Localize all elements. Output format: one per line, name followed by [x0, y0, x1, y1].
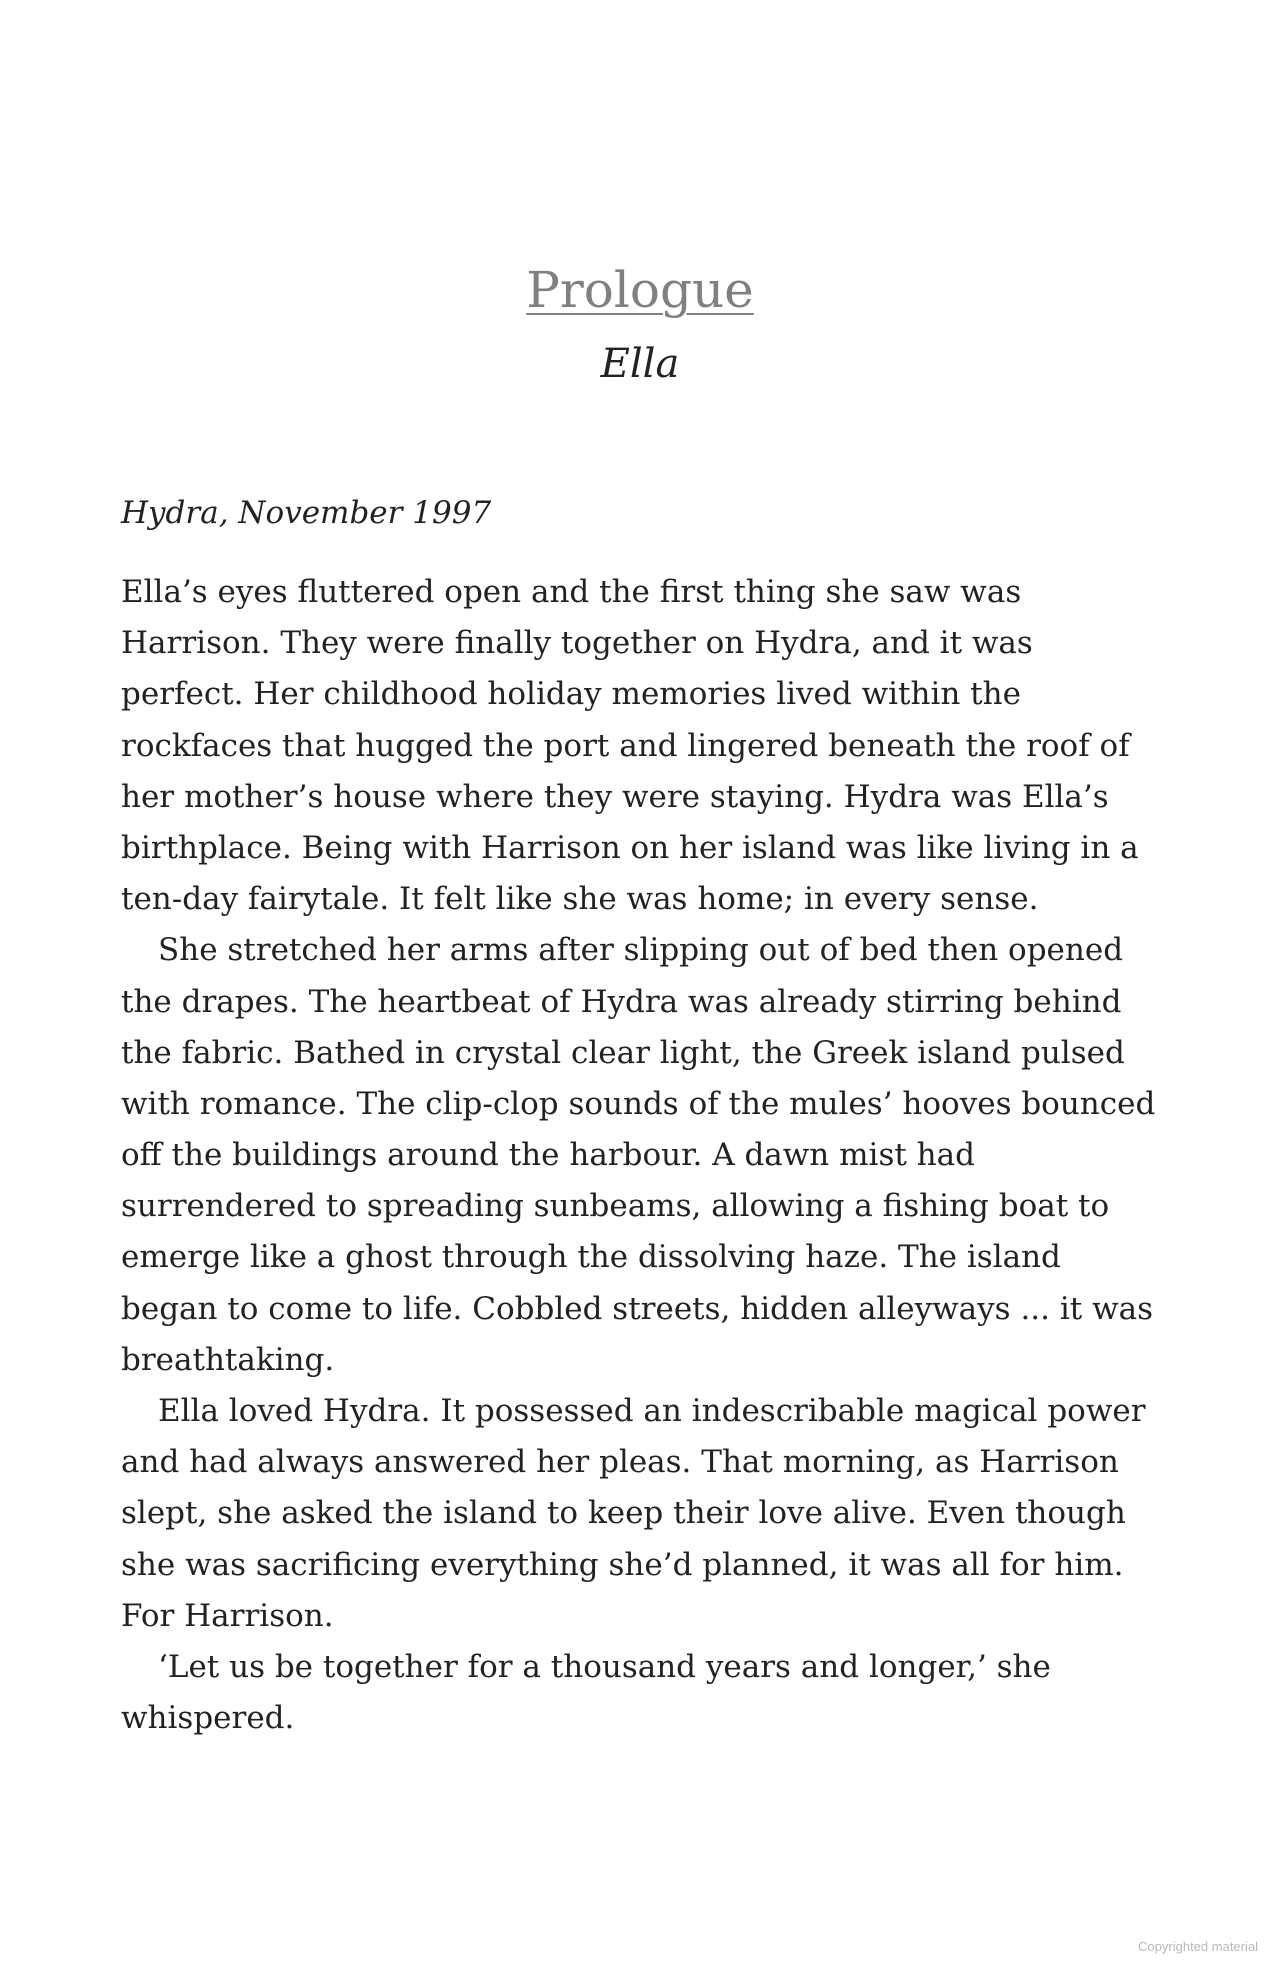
text-line: began to come to life. Cobbled streets, hidden alleyways ... it was — [121, 1290, 1154, 1327]
text-line: the drapes. The heartbeat of Hydra was already stirring behind — [121, 983, 1122, 1020]
text-line: she was sacrificing everything she’d planned, it was all for him. — [121, 1546, 1124, 1583]
text-line: emerge like a ghost through the dissolving haze. The island — [121, 1239, 1061, 1276]
text-line: with romance. The clip-clop sounds of the mules’ hooves bounced — [121, 1085, 1156, 1122]
text-line: ‘Let us be together for a thousand years and longer,’ she — [158, 1648, 1051, 1685]
text-line: Ella loved Hydra. It possessed an indescribable magical power — [158, 1393, 1146, 1429]
copyright-footer: Copyrighted material — [1138, 1939, 1258, 1954]
text-line: birthplace. Being with Harrison on her island was like living in a — [121, 829, 1139, 866]
text-line: breathtaking. — [121, 1341, 335, 1378]
text-line: the fabric. Bathed in crystal clear light, the Greek island pulsed — [121, 1034, 1125, 1071]
text-line: rockfaces that hugged the port and lingered beneath the roof of — [121, 727, 1130, 764]
text-line: whispered. — [121, 1700, 295, 1737]
chapter-pov-name: Ella — [600, 341, 680, 387]
text-line: perfect. Her childhood holiday memories lived within the — [121, 676, 1021, 713]
text-line: ten-day fairytale. It felt like she was home; in every sense. — [121, 881, 1039, 918]
text-line: Ella’s eyes fluttered open and the first thing she saw was — [121, 574, 1022, 610]
text-line: off the buildings around the harbour. A dawn mist had — [121, 1137, 975, 1174]
text-line: For Harrison. — [121, 1597, 334, 1634]
text-line: surrendered to spreading sunbeams, allowing a fishing boat to — [121, 1188, 1110, 1225]
text-line: her mother’s house where they were staying. Hydra was Ella’s — [121, 778, 1109, 815]
chapter-title: Prologue — [526, 261, 754, 319]
text-line: Harrison. They were finally together on Hydra, and it was — [121, 625, 1033, 662]
text-line: She stretched her arms after slipping out of bed then opened — [158, 932, 1124, 969]
place-date-heading: Hydra, November 1997 — [121, 495, 492, 531]
text-line: slept, she asked the island to keep their love alive. Even though — [121, 1495, 1126, 1532]
prologue-body-text — [121, 567, 1171, 1744]
text-line: and had always answered her pleas. That morning, as Harrison — [121, 1444, 1119, 1481]
